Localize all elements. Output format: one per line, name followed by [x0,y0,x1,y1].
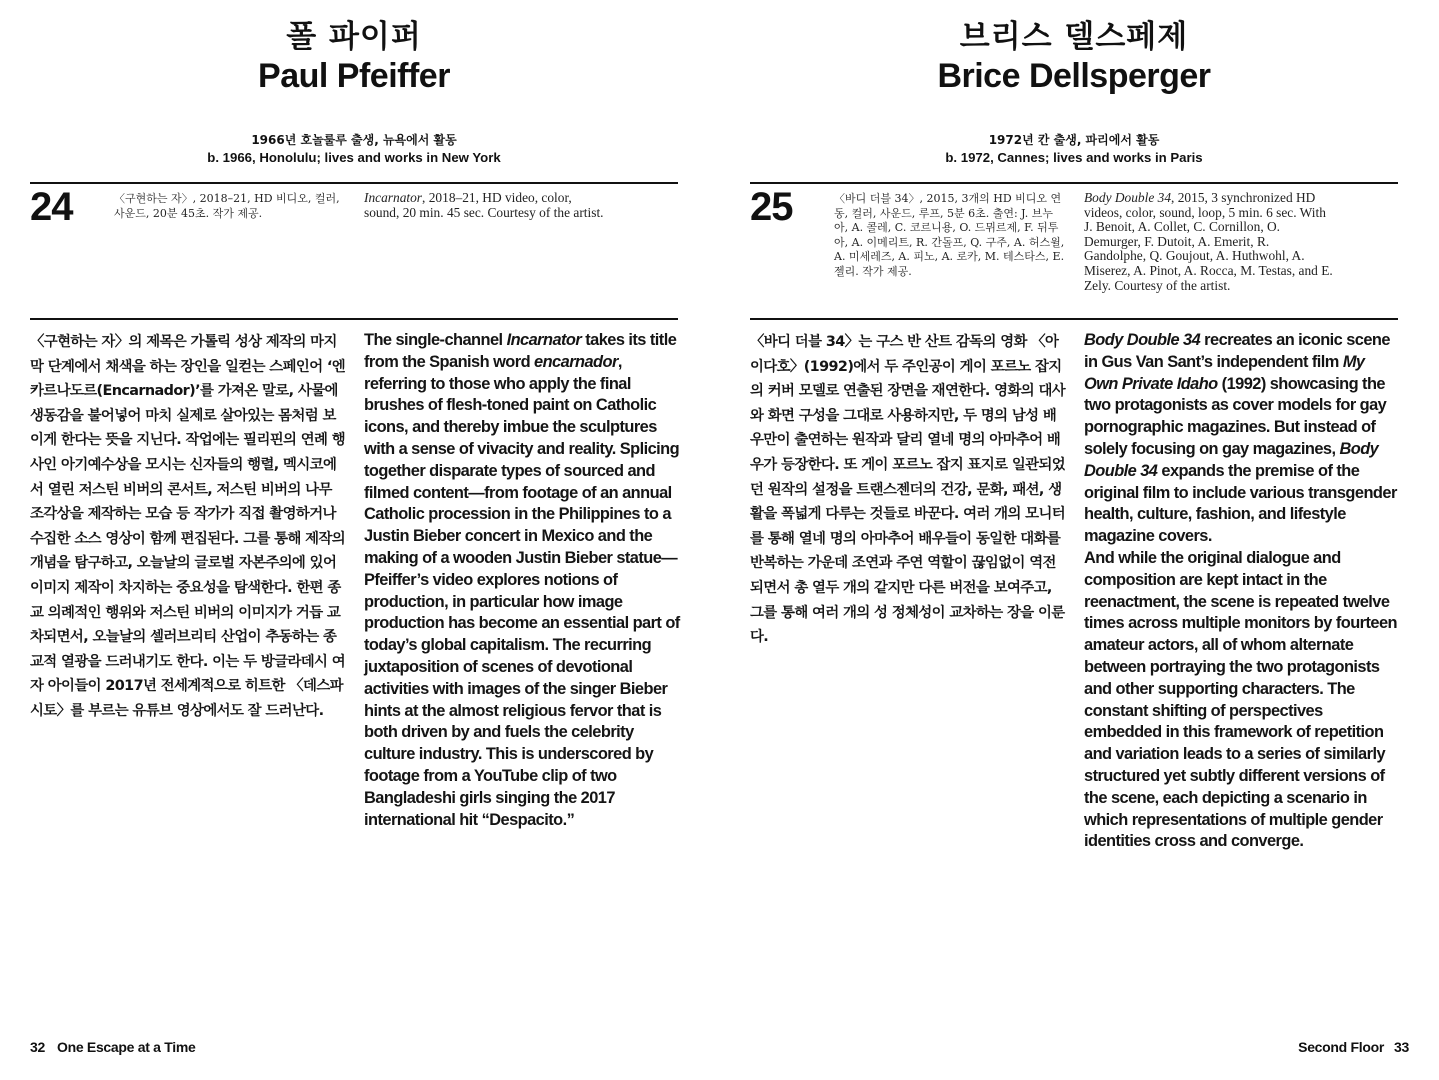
artist-bio-en: b. 1966, Honolulu; lives and works in New York [207,150,501,165]
right-page [720,0,1439,1080]
page-footer-left [30,1038,195,1056]
page-number: 33 [1394,1039,1409,1055]
body-text-ko: 〈바디 더블 34〉는 구스 반 산트 감독의 영화 〈아이다호〉(1992)에서 두 주인공이 게이 포르노 잡지의 커버 모델로 연출된 장면을 재연한다. 영화의 대사와 화면 구성을 그대로 사용하지만, 두 명의 남성 배우만이 출연하는 원작과 달리 열네 명의 아마추어 배우가 등장한다. 또 게이 포르노 잡지 표지로 일관되었던 원작의 설정을 트랜스젠더의 건강, 문화, 패션, 생활을 폭넓게 다루는 것들로 바꾼다. 여러 개의 모니터를 통해 열네 명의 아마추어 배우들이 동일한 대화를 반복하는 가운데 조연과 주연 역할이 끊임없이 역전되면서 총 열두 개의 같지만 다른 버전을 보여주고, 그를 통해 여러 개의 성 정체성이 교차하는 장을 이룬다. [750,334,1066,646]
body-en-italic-film: My Own Private Idaho [1084,352,1365,393]
divider-top [750,182,1398,184]
artist-bio [30,131,678,167]
divider-mid [30,318,678,320]
caption-en-title: Body Double 34 [1084,190,1172,205]
artist-heading [750,18,1398,96]
page-number: 32 [30,1039,45,1055]
entry-number: 24 [30,185,73,229]
body-en-paragraph-2: And while the original dialogue and composition are kept intact in the reenactment, the scene is repeated twelve times across multiple monitors by fourteen amateur actors, all of whom alternate between portraying the two protagonists and other supporting characters. The constant shifting of perspectives embedded in this framework of repetition and variation leads to a series of similarly structured yet subtly different versions of the scene, each depicting a scenario in which representations of multiple gender identities cross and converge. [1084,548,1397,851]
body-en-segment: expands the premise of the original film to include various transgender health, culture, fashion, and lifestyle magazine covers. [1084,461,1397,546]
body-en-segment: takes its title from the Spanish word [364,331,677,371]
artist-name-en: Brice Dellsperger [937,57,1211,95]
artist-heading [30,18,678,96]
body-text-ko: 〈구현하는 자〉의 제목은 가톨릭 성상 제작의 마지막 단계에서 채색을 하는 장인을 일컫는 스페인어 ‘엔카르나도르(Encarnador)’를 가져온 말로, 사물에 생동감을 불어넣어 마치 실제로 살아있는 몸처럼 보이게 한다는 뜻을 지닌다. 작업에는 필리핀의 연례 행사인 아기예수상을 모시는 신자들의 행렬, 멕시코에서 열린 저스틴 비버의 콘서트, 저스틴 비버의 나무 조각상을 제작하는 모습 등 작가가 직접 촬영하거나 수집한 소스 영상이 함께 편집된다. 그를 통해 제작의 개념을 탐구하고, 오늘날의 글로벌 자본주의에 있어 이미지 제작이 차지하는 중요성을 탐색한다. 한편 종교 의례적인 행위와 저스틴 비버의 이미지가 거듭 교차되면서, 오늘날의 셀러브리티 산업이 추동하는 종교적 열광을 드러내기도 한다. 이는 두 방글라데시 여자 아이들이 2017년 전세계적으로 히트한 〈데스파시토〉를 부르는 유튜브 영상에서도 잘 드러난다. [30,334,346,719]
body-en-segment: recreates an iconic scene in Gus Van Sant’s independent film [1084,331,1390,371]
caption-ko-title: 〈바디 더블 34〉 [834,192,920,205]
artwork-caption-en [1084,191,1334,293]
caption-en-details: , 2018–21, HD video, color, sound, 20 min. 45 sec. Courtesy of the artist. [364,190,604,220]
divider-mid [750,318,1398,320]
artist-name-en: Paul Pfeiffer [258,57,450,95]
artwork-caption-en [364,191,609,220]
artist-name-ko: 브리스 델스페제 [959,19,1189,55]
body-en-italic-title: Incarnator [506,331,582,349]
body-en-segment: , referring to those who apply the final brushes of flesh-toned paint on Catholic icons, and thereby imbue the sculptures with a sense of vivacity and reality. Splicing together disparate types of sourced and filmed content—from footage of an annual Catholic procession in the Philippines to a Justin Bieber concert in Mexico and the making of a wooden Justin Bieber statue—Pfeiffer’s video explores notions of production, in particular how image production has become an essential part of today’s global capitalism. The recurring juxtaposition of scenes of devotional activities with images of the singer Bieber hints at the almost religious fervor that is both driven by and fuels the celebrity culture industry. This is underscored by footage from a YouTube clip of two Bangladeshi girls singing the 2017 international hit “Despacito.” [364,352,680,829]
artist-name-ko: 폴 파이퍼 [286,19,422,55]
caption-ko-details: , 2018–21, HD 비디오, 컬러, 사운드, 20분 45초. 작가 제공. [114,192,340,220]
body-text-en [1084,330,1402,853]
body-en-italic-word: encarnador [534,352,618,371]
body-en-segment: (1992) showcasing the two protagonists as cover models for gay pornographic magazines. But instead of solely focusing on gay magazines, [1084,374,1387,458]
body-en-italic-title: Body Double 34 [1084,439,1379,480]
divider-top [30,182,678,184]
artwork-caption-ko [114,192,346,221]
caption-en-details: , 2015, 3 synchronized HD videos, color, sound, loop, 5 min. 6 sec. With J. Benoit, A. Collet, C. Cornillon, O. Demurger, F. Dutoit, A. Emerit, R. Gandolphe, Q. Goujout, A. Huthwohl, A. Miserez, A. Pinot, A. Rocca, M. Testas, and E. Zely. Courtesy of the artist. [1084,190,1333,293]
artist-bio-ko: 1972년 칸 출생, 파리에서 활동 [988,133,1160,147]
body-text-en [364,330,688,831]
artist-bio [750,131,1398,167]
artist-bio-en: b. 1972, Cannes; lives and works in Paris [945,150,1203,165]
entry-number: 25 [750,185,793,229]
caption-en-title: Incarnator [364,190,423,205]
body-en-segment: The single-channel [364,331,507,349]
artwork-caption-ko [834,192,1066,279]
running-title: Second Floor [1298,1039,1385,1055]
page-footer-right [1298,1038,1409,1056]
running-title: One Escape at a Time [56,1039,196,1055]
artist-bio-ko: 1966년 호놀룰루 출생, 뉴욕에서 활동 [251,133,457,147]
caption-ko-title: 〈구현하는 자〉 [114,192,193,205]
caption-ko-details: , 2015, 3개의 HD 비디오 연동, 컬러, 사운드, 루프, 5분 6초. 출연: J. 브누아, A. 콜레, C. 코르니용, O. 드뮈르제, F. 뒤투아, A. 이메리트, R. 간돌프, Q. 구주, A. 허스윌, A. 미세레즈, A. 피노, A. 로카, M. 테스타스, E. 젤리. 작가 제공. [834,192,1065,278]
body-en-italic-title: Body Double 34 [1084,331,1201,349]
